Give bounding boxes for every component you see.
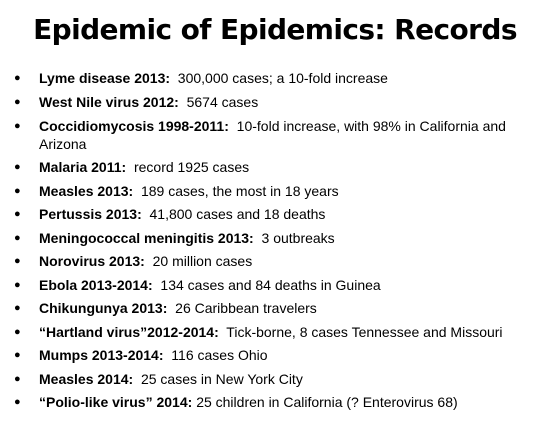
bullet-icon: ● — [14, 184, 21, 197]
bullet-icon: ● — [14, 278, 21, 291]
disease-name: “Polio-like virus” 2014: — [39, 394, 193, 410]
disease-name: Pertussis 2013: — [39, 206, 142, 222]
disease-name: “Hartland virus”2012-2014: — [39, 323, 219, 340]
bullet-icon: ● — [14, 372, 21, 385]
disease-name: Measles 2013: — [39, 182, 134, 199]
disease-detail: record 1925 cases — [133, 159, 250, 175]
bullet-icon: ● — [14, 72, 21, 84]
list-item-chikungunya — [0, 297, 550, 321]
bullet-icon: ● — [14, 231, 21, 244]
bullet-icon: ● — [14, 349, 21, 361]
disease-detail: 26 Caribbean travelers — [175, 300, 317, 316]
disease-detail: 300,000 cases; a 10-fold increase — [177, 70, 388, 86]
bullet-icon: ● — [14, 302, 21, 314]
slide-title: Epidemic of Epidemics: Records — [33, 13, 517, 46]
list-item-lyme — [0, 67, 550, 91]
list-item-polio-like — [0, 391, 550, 415]
list-item-malaria — [0, 156, 550, 180]
bullet-icon: ● — [14, 325, 21, 338]
list-item-measles-2014 — [0, 368, 550, 392]
bullet-icon: ● — [14, 95, 21, 108]
list-item-norovirus — [0, 250, 550, 274]
disease-name: Norovirus 2013: — [39, 253, 145, 269]
disease-detail: 134 cases and 84 deaths in Guinea — [160, 276, 381, 293]
list-item-hartland — [0, 321, 550, 345]
epidemic-records-list — [0, 67, 550, 415]
list-item-ebola — [0, 274, 550, 298]
disease-detail: 10-fold increase, with 98% in California and Arizona — [39, 118, 506, 152]
list-item-pertussis — [0, 203, 550, 227]
list-item-west-nile — [0, 91, 550, 115]
disease-detail: 20 million cases — [152, 253, 253, 269]
disease-name: Malaria 2011: — [39, 159, 127, 175]
list-item-coccidiomycosis — [0, 114, 529, 156]
disease-detail: 25 cases in New York City — [140, 370, 303, 387]
bullet-icon: ● — [14, 120, 21, 132]
bullet-icon: ● — [14, 208, 21, 220]
bullet-icon: ● — [14, 161, 21, 173]
disease-name: Mumps 2013-2014: — [39, 347, 164, 363]
disease-detail: 41,800 cases and 18 deaths — [149, 206, 326, 222]
list-item-mumps — [0, 344, 550, 368]
disease-detail: 3 outbreaks — [261, 229, 335, 246]
disease-name: Lyme disease 2013: — [39, 70, 171, 86]
bullet-icon: ● — [14, 396, 21, 408]
bullet-icon: ● — [14, 255, 21, 267]
disease-detail: 5674 cases — [186, 93, 259, 110]
disease-name: Ebola 2013-2014: — [39, 276, 153, 293]
list-item-meningitis — [0, 227, 550, 251]
disease-name: West Nile virus 2012: — [39, 93, 179, 110]
disease-name: Chikungunya 2013: — [39, 300, 168, 316]
disease-detail: 116 cases Ohio — [171, 347, 268, 363]
disease-detail: 25 children in California (? Enterovirus 68) — [196, 394, 458, 410]
list-item-measles-2013 — [0, 180, 550, 204]
disease-name: Coccidiomycosis 1998-2011: — [39, 118, 229, 134]
disease-detail: 189 cases, the most in 18 years — [140, 182, 339, 199]
disease-name: Measles 2014: — [39, 370, 134, 387]
disease-detail: Tick-borne, 8 cases Tennessee and Missouri — [226, 323, 503, 340]
disease-name: Meningococcal meningitis 2013: — [39, 229, 254, 246]
